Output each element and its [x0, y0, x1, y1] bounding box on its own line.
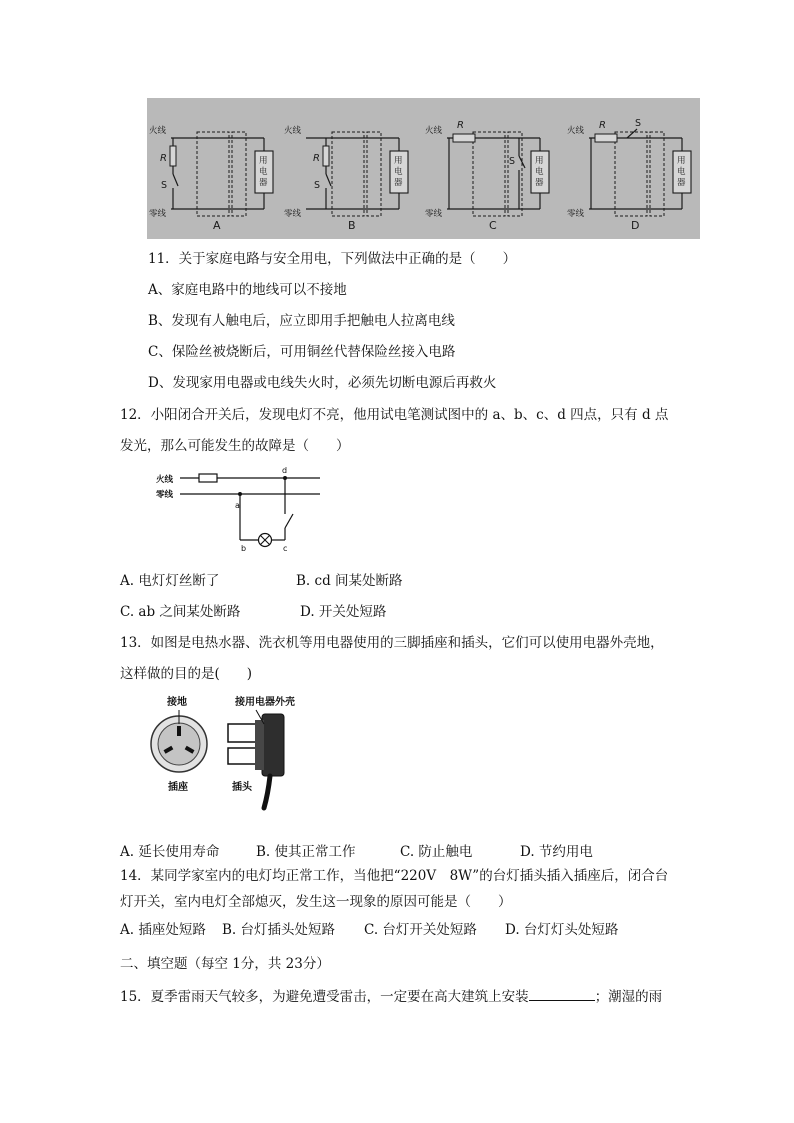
q12-option-d: D. 开关处短路 — [300, 604, 387, 620]
q13-option-c: C. 防止触电 — [400, 844, 473, 860]
q11-stem: 11．关于家庭电路与安全用电，下列做法中正确的是（ ） — [148, 251, 517, 267]
panel-d-s-label: S — [635, 118, 642, 129]
q11-option-d: D、发现家用电器或电线失火时，必须先切断电源后再救火 — [148, 375, 497, 391]
panel-c-resistor — [453, 134, 475, 142]
panel-c-device-char: 电 — [535, 167, 544, 177]
q12-fire-label: 火线 — [156, 475, 174, 485]
q11-option-a: A、家庭电路中的地线可以不接地 — [148, 282, 347, 298]
panel-a-device-char: 用 — [259, 156, 268, 166]
panel-a-fire-label: 火线 — [149, 126, 167, 136]
q12-point-c: c — [283, 544, 288, 553]
q13-socket-label: 插座 — [168, 782, 188, 793]
q11-option-c: C、保险丝被烧断后，可用铜丝代替保险丝接入电路 — [148, 344, 456, 360]
panel-b-dashed-box-left — [332, 132, 364, 216]
q13-option-b: B. 使其正常工作 — [256, 844, 356, 860]
q14-option-a: A. 插座处短路 — [120, 922, 206, 938]
q13-option-a: A. 延长使用寿命 — [120, 844, 220, 860]
panel-b-resistor — [323, 146, 329, 166]
panel-d-letter: D — [631, 219, 640, 232]
panel-a-s-label: S — [161, 180, 168, 191]
panel-b-fire-label: 火线 — [284, 126, 302, 136]
panel-c-device-char: 器 — [535, 178, 544, 188]
panel-c-device-char: 用 — [535, 156, 544, 166]
q12-circuit-svg — [152, 464, 322, 556]
panel-b-dashed-box-right — [367, 132, 381, 216]
q13-socket-plug-figure — [146, 694, 306, 814]
q13-stem-line2: 这样做的目的是( ) — [120, 666, 253, 682]
q12-circuit-figure — [152, 464, 322, 556]
q12-neutral-label: 零线 — [156, 490, 174, 500]
panel-d-r-label: R — [599, 120, 606, 131]
panel-d-device-char: 器 — [677, 178, 686, 188]
panel-c-switch — [519, 156, 525, 168]
q12-option-b: B. cd 间某处断路 — [296, 573, 403, 589]
q14-option-c: C. 台灯开关处短路 — [364, 922, 477, 938]
panel-c-neutral-label: 零线 — [425, 209, 443, 219]
section2-title: 二、填空题（每空 1分，共 23分） — [120, 956, 330, 972]
panel-a-letter: A — [213, 219, 221, 232]
panel-b-device-char: 电 — [394, 167, 403, 177]
panel-a-dashed-box-right — [232, 132, 246, 216]
q13-plug-label: 插头 — [232, 782, 252, 793]
panel-d-dashed-box-right — [650, 132, 664, 216]
panel-d-resistor — [595, 134, 617, 142]
panel-a-device-char: 电 — [259, 167, 268, 177]
q12-option-c: C. ab 之间某处断路 — [120, 604, 241, 620]
q12-stem-line1: 12．小阳闭合开关后，发现电灯不亮，他用试电笔测试图中的 a、b、c、d 四点，只有 d 点 — [120, 407, 669, 423]
panel-c-r-label: R — [457, 120, 464, 131]
q12-point-d: d — [282, 466, 288, 475]
q13-shell-label: 接用电器外壳 — [235, 697, 295, 708]
panel-c-fire-label: 火线 — [425, 126, 443, 136]
panel-d-neutral-label: 零线 — [567, 209, 585, 219]
panel-a-resistor — [170, 146, 176, 166]
panel-c-dashed-box-left — [473, 132, 505, 216]
q15-answer-blank — [529, 986, 595, 1001]
panel-c-dashed-box-right — [508, 132, 522, 216]
q12-stem-line2: 发光，那么可能发生的故障是（ ） — [120, 438, 350, 454]
q13-option-d: D. 节约用电 — [520, 844, 593, 860]
q12-point-b: b — [241, 544, 247, 553]
q15-stem-before: 15．夏季雷雨天气较多，为避免遭受雷击，一定要在高大建筑上安装 — [120, 989, 529, 1005]
panel-d-dashed-box-left — [615, 132, 647, 216]
panel-a-r-label: R — [160, 153, 167, 164]
panel-c-s-label: S — [509, 156, 516, 167]
q14-option-b: B. 台灯插头处短路 — [222, 922, 336, 938]
panel-d-switch — [627, 129, 637, 138]
q12-point-a: a — [235, 501, 240, 510]
q12-option-a: A. 电灯灯丝断了 — [120, 573, 220, 589]
panel-c-letter: C — [489, 219, 497, 232]
q13-ground-label: 接地 — [167, 697, 187, 708]
panel-d-fire-label: 火线 — [567, 126, 585, 136]
circuit-diagrams-svg — [147, 98, 700, 239]
panel-b-letter: B — [348, 219, 356, 232]
panel-b-device-char: 用 — [394, 156, 403, 166]
q11-option-b: B、发现有人触电后，应立即用手把触电人拉离电线 — [148, 313, 455, 329]
panel-a-device-char: 器 — [259, 178, 268, 188]
q15-stem — [120, 986, 662, 1006]
q14-option-d: D. 台灯灯头处短路 — [505, 922, 619, 938]
panel-b-r-label: R — [313, 153, 320, 164]
panel-b-s-label: S — [314, 180, 321, 191]
panel-b-neutral-label: 零线 — [284, 209, 302, 219]
q14-stem-line1: 14．某同学家室内的电灯均正常工作，当他把“220V 8W”的台灯插头插入插座后，闭合台 — [120, 868, 669, 884]
circuit-diagrams-figure — [147, 98, 700, 239]
panel-a-neutral-label: 零线 — [149, 209, 167, 219]
q14-stem-line2: 灯开关，室内电灯全部熄灭，发生这一现象的原因可能是（ ） — [120, 894, 512, 910]
panel-b-switch — [326, 174, 331, 186]
panel-d-device-char: 用 — [677, 156, 686, 166]
q13-stem-line1: 13．如图是电热水器、洗衣机等用电器使用的三脚插座和插头，它们可以使用电器外壳地， — [120, 635, 664, 651]
q15-stem-after: ；潮湿的雨 — [594, 989, 663, 1005]
panel-d-device-char: 电 — [677, 167, 686, 177]
q13-socket-plug-svg — [146, 694, 306, 814]
panel-b-device-char: 器 — [394, 178, 403, 188]
panel-a-switch — [173, 174, 178, 186]
panel-a-dashed-box-left — [197, 132, 229, 216]
